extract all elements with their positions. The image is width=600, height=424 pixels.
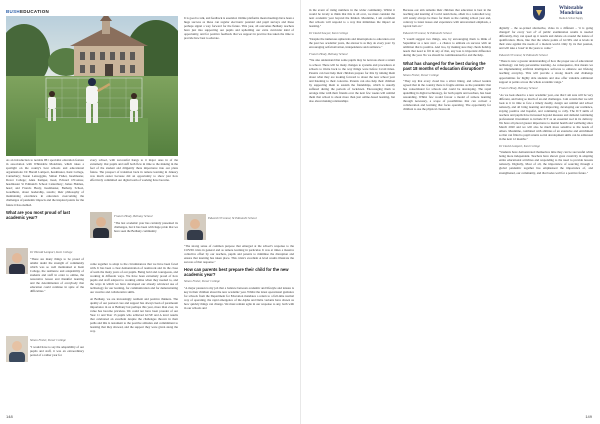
signature: Edward O'Connor, St Edmund's School <box>403 30 452 35</box>
signature: Simon Fisher, Dover College <box>184 279 220 284</box>
portrait-photo <box>184 214 206 240</box>
answer-text: "As we look ahead to a new academic year, one that I am sure will be very different, and being so much of an end challenges. I am certain that we will look to it in time to face a timely deadly, design our remind and school remotely, and all bring learning and improving, developing our resilience, staying positive and hopeful, and continuing to rally. The ICT skills of teachers and pupils have increased beyond measure and demand continuing professional investment to include ICT as an essential tool in its delivery. We have all placed greater importance to mental health and wellbeing since March 2020 and we will also be much more sensitive to the needs of others. Meantime, combined with abilities of an extensive and enrichment so that can filled to pupil returns social development skills can be addressed in the next 12 months." <box>499 92 593 142</box>
logo-wordmark <box>548 6 594 17</box>
answer-text: "I would suggest two things, one, by encouraging them to think of September as a new start – a chance to embark on success with an ambition that is positive. And two, by making sure they check holiday needs that need to fill in any of that, any loss is important difference during the year. No we should be commissioned for and the help. <box>403 37 491 58</box>
sponsor-logo <box>532 4 594 22</box>
left-column-3b <box>208 214 294 223</box>
portrait-illustration <box>6 336 28 362</box>
answer-text: "There is now a greater understanding of how the proper use of educational technology can help personalise learning. As consequence, that means we are implementing artificial intelligence software to enhance our lifelong teaching everyday. This will provide a strong match and challenge opportunities for highly able students and also offer valuable additional support at points across the whole academic range." <box>499 59 593 84</box>
portrait-illustration <box>6 248 28 274</box>
answer-text: "I would have to say the adaptability of our pupils and staff, it was an extraordinary period of a rather year for <box>30 344 84 357</box>
portrait-illustration <box>90 212 112 238</box>
intro-text: As an introduction to notable IB1 specialist education feature in association with Whitstable Mondrian, which takes a spotlight on the county's best schools and educational organisations: Dr Harald Lamport, headmaster, Kent College, Canterbury; Susan Leiweggins, Simon Fisher, headmaster, Dover College; Anna Kemper, head, Edward O'Connor, headmaster St Edmund's School Canterbury; James Holmes, head; and Francis Healy, headmaster, Bethany School, Goudhurst, about leadership, results; their philosophy of maintaining excellence in education overcoming the challenges of pandemic impacts and the inspired points for the future it has enabled. <box>6 158 84 207</box>
question-heading: How can parents best prepare their child for the new academic year? <box>184 267 289 278</box>
section-header <box>6 9 49 14</box>
answer-text: Because our aim remains their children that education is best in the teaching and learning of Covid restrictions, albeit in a controlled way, will surely always be there for them as the coming school year and, contrary to latest issues and experience with unwarranted emphasis, a topical belt on." <box>403 8 491 29</box>
left-column-1c <box>30 336 84 359</box>
signature: Francis Healy, Bethany School <box>499 86 538 91</box>
signature: Edward O'Connor, St Edmund's School <box>208 216 257 220</box>
answer-text: "Students have demonstrated themselves time they can be successful while being more independent. Teachers have shown great creativity in adapting entire educational activities and responding to the need to provide lessons remotely. Digitally, Most of all, the importance of sourcing through a global pandemic together has emphasised the importance of, and strengthened, our community, and that bodes well for a positive future." <box>499 150 593 175</box>
signature: Simon Fisher, Dover College <box>403 72 439 77</box>
header-section: EDUCATION <box>19 9 50 14</box>
page-number: 149 <box>585 414 592 419</box>
answer-text: "We also understand that some pupils may be nervous about a return to school. There will be many changes to systems and procedures at schools to invite back to the way things were before Covid times. Parents can best help their children prepare for this by talking them about what they are looking forward to about the new school year and listening to their concerns. Parents can also help their children by supporting them to sustain the friendships, which is usually suffered during the periods of lockdown. Encouraging them to arrange time with their friends over the next few weeks will remind them that school is about more than just online-based learning, but also about making relationships <box>309 58 395 103</box>
left-column-3 <box>184 16 294 86</box>
answer-text: digitally – the so-prized alternative, video in a different – 'it is going changed' for every 'sort of' of public examination results is needed differently, they can speed up it results and debate on around the nature of qualification. More, like that the whole points of GCSEs and A levels in their state against the needs of a modern world. Only by its that passion, and will take a 'reset' in the years to come." <box>499 26 593 51</box>
signature: Edward O'Connor, St Edmund's School <box>499 52 548 57</box>
header-brand: BUSH <box>6 9 20 14</box>
logo-tagline: Media & School Supply <box>559 17 583 20</box>
answer-text: "A major passion is my job that a balance between academic and lifestyle and leisure is key in their children about the new academic year. Whilst the latest operational guidance for schools from the Department for Education mandates a return to a full-time normal way of operating, the rapid emergence of the Alpha and Delta variants have shown us how quickly things can change. We must remain agile in our response to any, both with in our schools and <box>184 285 294 311</box>
crest-icon <box>532 5 546 21</box>
answer-text: It is good to talk, and feedback is essential. Online platforms mean meetings have been a huge success as these can regular electronic parental and pupil surveys and these perhaps signal a way forward for the future. This year, all outcomes Bethany teachers have just into supporting our pupils and upholding our extra curricular kind of opportunity, and for positive feedback that we support in practice has taken the time to provide how best to educate. <box>184 16 294 41</box>
answer-text: At Bethany, we are increasingly resilient and positive thinkers. The quality of our pastoral care and support has always been of paramount importance in us at Bethany but perhaps this year, more than ever, its value has become priceless. We could not have been prouder of our Year 11 and Year 13 pupils who achieved GCSE and A level results that celebrated an excellent despite the challenges thrown in their paths and this is testament to the positive attitudes and commitment to learning that they showed, and the support they were given along the way. <box>90 296 178 334</box>
right-column-3 <box>499 26 593 177</box>
logo-line-1: Whitstable <box>558 5 584 11</box>
answer-text: every school, with successful hangs to it major ones in of the extremely. Our pupils and staff both flew in time to the making in the feel of the student and diligently there importance into our plans future. The prospect of transition back in remote learning in January was much easier because did an opportunity to show just how effectively committed our digital team of working have become. <box>90 158 178 183</box>
answer-text: "The last academic year has certainly presented its challenges, but it has been with huge pride that we have seen the Bethany community <box>114 220 178 233</box>
answer-text: "The strong sense of common purpose that emerged at the school's response to the COVID crisis in general and as remote learning in particular. It was at times a massive collective effort by our teachers, pupils and parents to minimise the disruption and ensure that learning has taken place. This crisis's excellent A level results illustrate the success of that response." <box>184 244 294 265</box>
signature: Dr David Sawyer, Kent College <box>309 30 349 35</box>
question-heading: What are you most proud of last academic year? <box>6 209 70 220</box>
school-photo-illustration <box>6 16 178 156</box>
signature: Dr David Lamport, Kent College <box>499 143 540 148</box>
left-column-1b <box>30 248 84 295</box>
answer-text: "They say that every cloud has a silver lining, and school leaders agreed that in the country there is fragile entities as the pandemic that has consolidated for schools and could be developing. The rapid upskilling in digital technology, for both pupils and teachers, has been astounding. Whilst few would favour a model of remote learning through necessary, a scope of possibilities that can convert a collaboration and learning that focus operating. The opportunity for children to use the physical classroom <box>403 79 491 112</box>
answer-text: come together to adapt to the circumstances that we have been faced with. It has been a clear demonstration of teamwork and its the close of team the many years of our pupils. Being bold and courageous, and working in different ways. We have been extremely proud of how pupils and staff adapted to working online when they needed to, and the ways in which we have developed our already advanced use of technology for our learning, for communication and for demonstrating our creative and collaborative skills. <box>90 262 178 295</box>
left-column-3c <box>184 244 294 313</box>
left-column-2c <box>90 262 178 336</box>
portrait-illustration <box>184 214 206 240</box>
logo-line-2: Mondrian <box>559 10 583 17</box>
portrait-photo <box>6 336 28 362</box>
signature: Simon Fisher, Dover College <box>30 338 66 342</box>
portrait-photo <box>90 212 112 238</box>
answer-text: in the event of rising numbers in the wider community. Whilst it would be lovely to think that this is all over, we must consider the next academic year beyond the limited. Meantime, I am confident that schools will respond to a way that minimises the impact on learning." <box>309 8 395 29</box>
answer-text: "There are many things to be proud of amidst doubt the strength of community which was so well maintained at Kent College, the resilience and adaptability of students and staff in order to online, the restorative lesson and thankful learning and the determination of everybody that education could continue in spite of the difficulties." <box>30 256 84 293</box>
left-column-2 <box>90 158 178 185</box>
answer-text: "Despite the numerous upheavals and interruptions to education over the past two academic years, the answer is as they do every year: by encouraging self-motivation, independence and resilience." <box>309 37 395 50</box>
right-page <box>300 0 600 424</box>
portrait-photo <box>6 248 28 274</box>
signature: Dr Harald Lamport, Kent College <box>30 250 73 254</box>
right-column-2 <box>403 8 491 114</box>
right-column-1 <box>309 8 395 105</box>
signature: Francis Healy, Bethany School <box>309 51 348 56</box>
question-heading: What has changed for the best during the past 18 months of education disruption? <box>403 60 486 71</box>
left-column-2b <box>114 212 178 235</box>
signature: Francis Healy, Bethany School <box>114 214 153 218</box>
page-number: 148 <box>6 414 13 419</box>
school-photo <box>6 16 178 156</box>
left-column-1 <box>6 158 84 222</box>
